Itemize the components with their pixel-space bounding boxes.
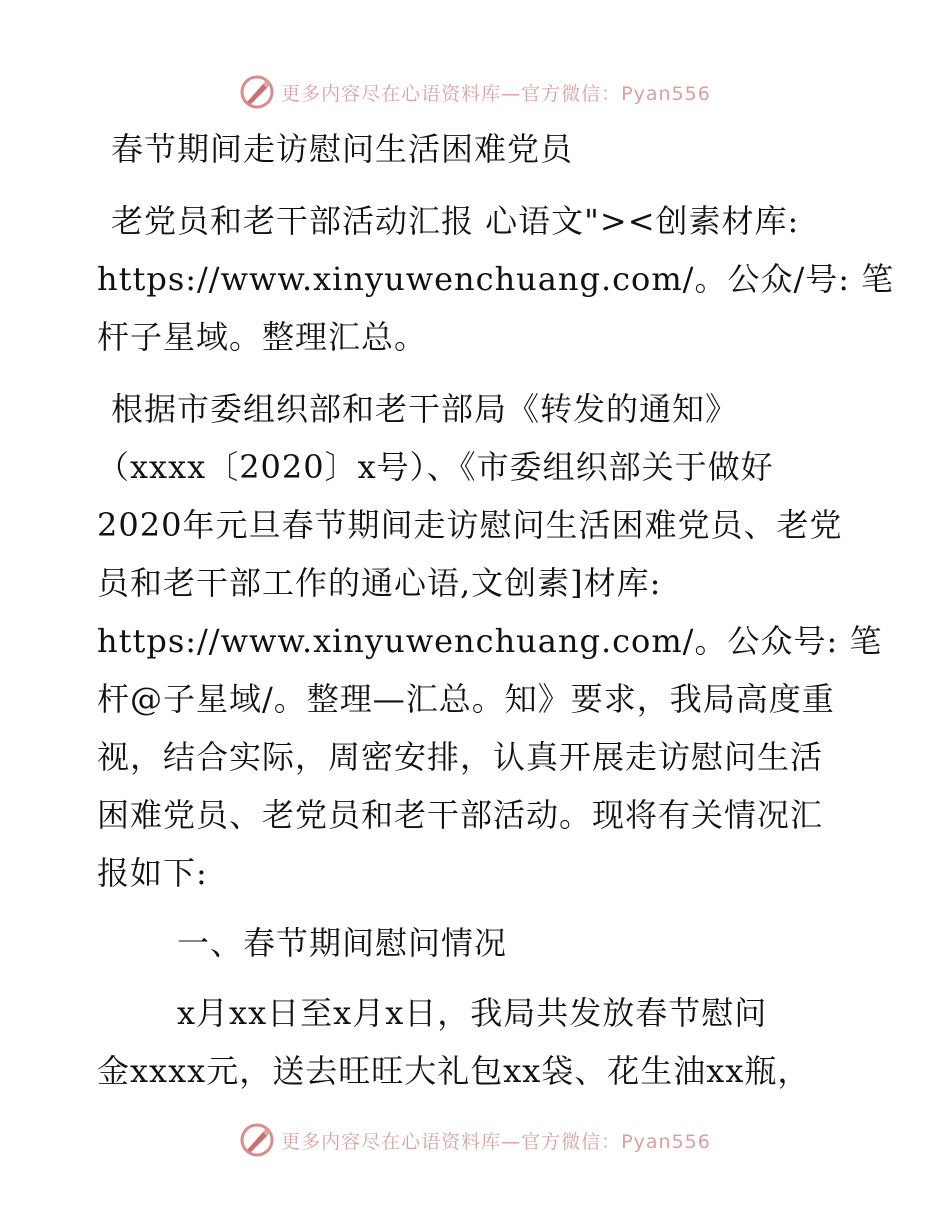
footer-banner-text: 更多内容尽在心语资料库—官方微信：Pyan556 bbox=[281, 1130, 711, 1153]
body-line: 困难党员、老党员和老干部活动。现将有关情况汇 bbox=[97, 796, 824, 834]
footer-banner bbox=[0, 1120, 950, 1160]
body-line: 杆@子星域/。整理—汇总。知》要求，我局高度重 bbox=[97, 680, 835, 718]
header-banner-text: 更多内容尽在心语资料库—官方微信：Pyan556 bbox=[281, 82, 711, 105]
document-body bbox=[97, 120, 895, 1100]
pen-logo-icon bbox=[239, 74, 275, 110]
section-line: 金xxxx元，送去旺旺大礼包xx袋、花生油xx瓶， bbox=[97, 1052, 811, 1090]
body-line: 报如下: bbox=[97, 854, 208, 892]
body-line: （xxxx〔2020〕x号）、《市委组织部关于做好 bbox=[97, 448, 774, 486]
body-line: 根据市委组织部和老干部局《转发的通知》 bbox=[111, 390, 739, 428]
intro-line: 老党员和老干部活动汇报 心语文"><创素材库: bbox=[111, 202, 800, 240]
body-line: https://www.xinyuwenchuang.com/。公众号: 笔 bbox=[97, 622, 883, 660]
section-line: x月xx日至x月x日，我局共发放春节慰问 bbox=[177, 994, 768, 1032]
body-line: 视，结合实际，周密安排，认真开展走访慰问生活 bbox=[97, 738, 824, 776]
body-line: 员和老干部工作的通心语,文创素]材库: bbox=[97, 564, 662, 602]
pen-logo-icon bbox=[239, 1122, 275, 1158]
document-title: 春节期间走访慰问生活困难党员 bbox=[111, 130, 574, 168]
intro-line: 杆子星域。整理汇总。 bbox=[97, 318, 428, 356]
intro-line: https://www.xinyuwenchuang.com/。公众/号: 笔 bbox=[97, 260, 895, 298]
body-line: 2020年元旦春节期间走访慰问生活困难党员、老党 bbox=[97, 506, 843, 544]
section-heading: 一、春节期间慰问情况 bbox=[177, 924, 508, 962]
header-banner bbox=[0, 72, 950, 112]
